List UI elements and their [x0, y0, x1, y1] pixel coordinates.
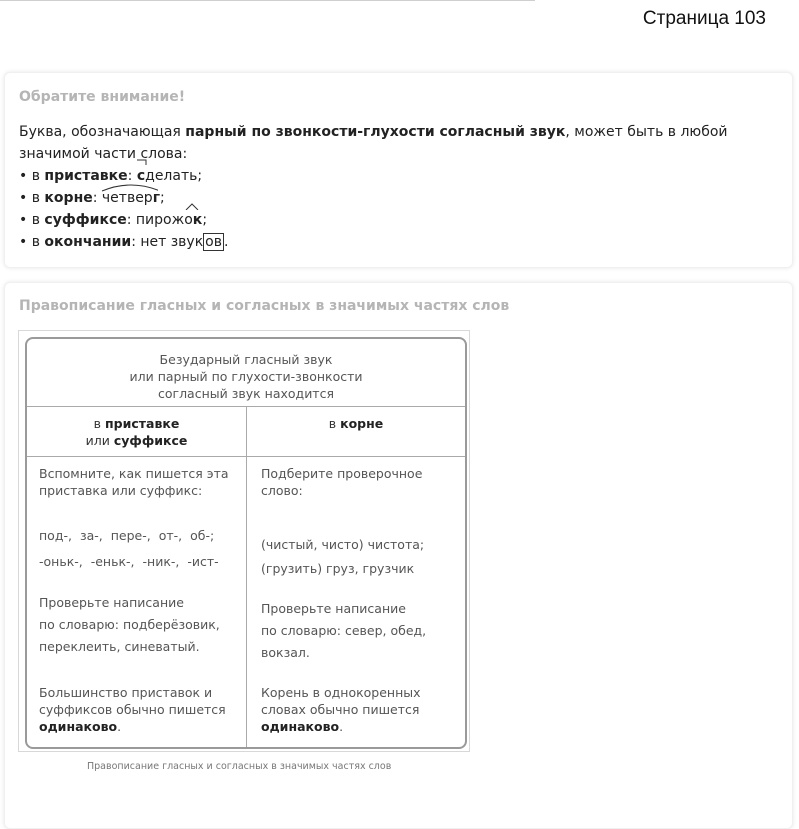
- rules-table: [25, 337, 467, 749]
- top-divider: [0, 0, 535, 1]
- suffix-example: -еньк-,: [90, 554, 135, 569]
- prefix-example: за-,: [79, 528, 103, 543]
- note-card: [4, 72, 793, 268]
- bullet: • в: [19, 234, 45, 250]
- ending-box: ов: [205, 234, 222, 250]
- suffix-mark-icon: [185, 203, 199, 210]
- rules-title: Правописание гласных и согласных в значимых частях слов: [19, 298, 510, 314]
- prefix-examples: [39, 527, 244, 544]
- separator: :: [92, 190, 102, 206]
- list-item: • в окончании: нет звук ов .: [19, 234, 229, 250]
- example-word: нет звук: [140, 234, 204, 250]
- example-word: сделать;: [137, 165, 202, 187]
- example-word: четверг;: [102, 187, 165, 209]
- bullet: • в: [19, 168, 45, 184]
- prefix-example: пере-,: [110, 528, 151, 543]
- list-item: [19, 212, 207, 228]
- suffix-example: -ник-,: [142, 554, 180, 569]
- separator: :: [127, 168, 137, 184]
- table-header: Безударный гласный звук или парный по глухости-звонкости согласный звук находится: [27, 339, 465, 407]
- bullet: • в: [19, 212, 45, 228]
- intro-bold: парный по звонкости-глухости согласный звук: [185, 124, 566, 140]
- page-number: Страница 103: [642, 8, 766, 29]
- root-arc-icon: [100, 182, 158, 192]
- example-word: пирожок;: [136, 209, 207, 231]
- bullet: • в: [19, 190, 45, 206]
- note-body: [19, 121, 739, 253]
- part-name: корне: [44, 190, 93, 206]
- pick-check-word: Подберите проверочное слово:: [261, 466, 423, 498]
- part-name: приставке: [44, 168, 128, 184]
- rules-table-image: [18, 330, 470, 752]
- suffix-example: -ист-: [187, 554, 219, 569]
- separator: :: [131, 234, 141, 250]
- prefix-example: от-,: [158, 528, 183, 543]
- root-examples: (чистый, чисто) чистота; (грузить) груз, грузчик: [261, 537, 425, 576]
- suffix-example: -оньк-,: [39, 554, 83, 569]
- separator: :: [126, 212, 136, 228]
- rules-card: [4, 282, 793, 829]
- part-name: окончании: [44, 234, 132, 250]
- prefix-mark-icon: [137, 159, 147, 165]
- recall-text: Вспомните, как пишется эта приставка или суффикс:: [39, 466, 229, 498]
- column-divider: [246, 407, 247, 747]
- table-caption: Правописание гласных и согласных в значимых частях слов: [87, 761, 392, 772]
- part-name: суффиксе: [44, 212, 127, 228]
- dictionary-check-root: Проверьте написание по словарю: север, обед, вокзал.: [261, 601, 427, 660]
- intro-text-1: Буква, обозначающая: [19, 124, 186, 140]
- dictionary-check-affix: Проверьте написание по словарю: подберёзовик, переклеить, синеватый.: [39, 595, 220, 654]
- intro-text-2: , может быть в любой значимой части слова:: [19, 124, 728, 162]
- list-item: [19, 190, 165, 206]
- note-title: Обратите внимание!: [19, 89, 186, 105]
- prefix-example: под-,: [39, 528, 72, 543]
- suffix-examples: [39, 553, 244, 570]
- affix-rule: Большинство приставок и суффиксов обычно пишется одинаково.: [39, 685, 226, 734]
- prefix-example: об-;: [190, 528, 215, 543]
- root-rule: Корень в однокоренных словах обычно пишется одинаково.: [261, 685, 421, 734]
- column-head-affix: в приставке или суффиксе: [27, 407, 246, 457]
- column-head-root: в корне: [247, 407, 465, 457]
